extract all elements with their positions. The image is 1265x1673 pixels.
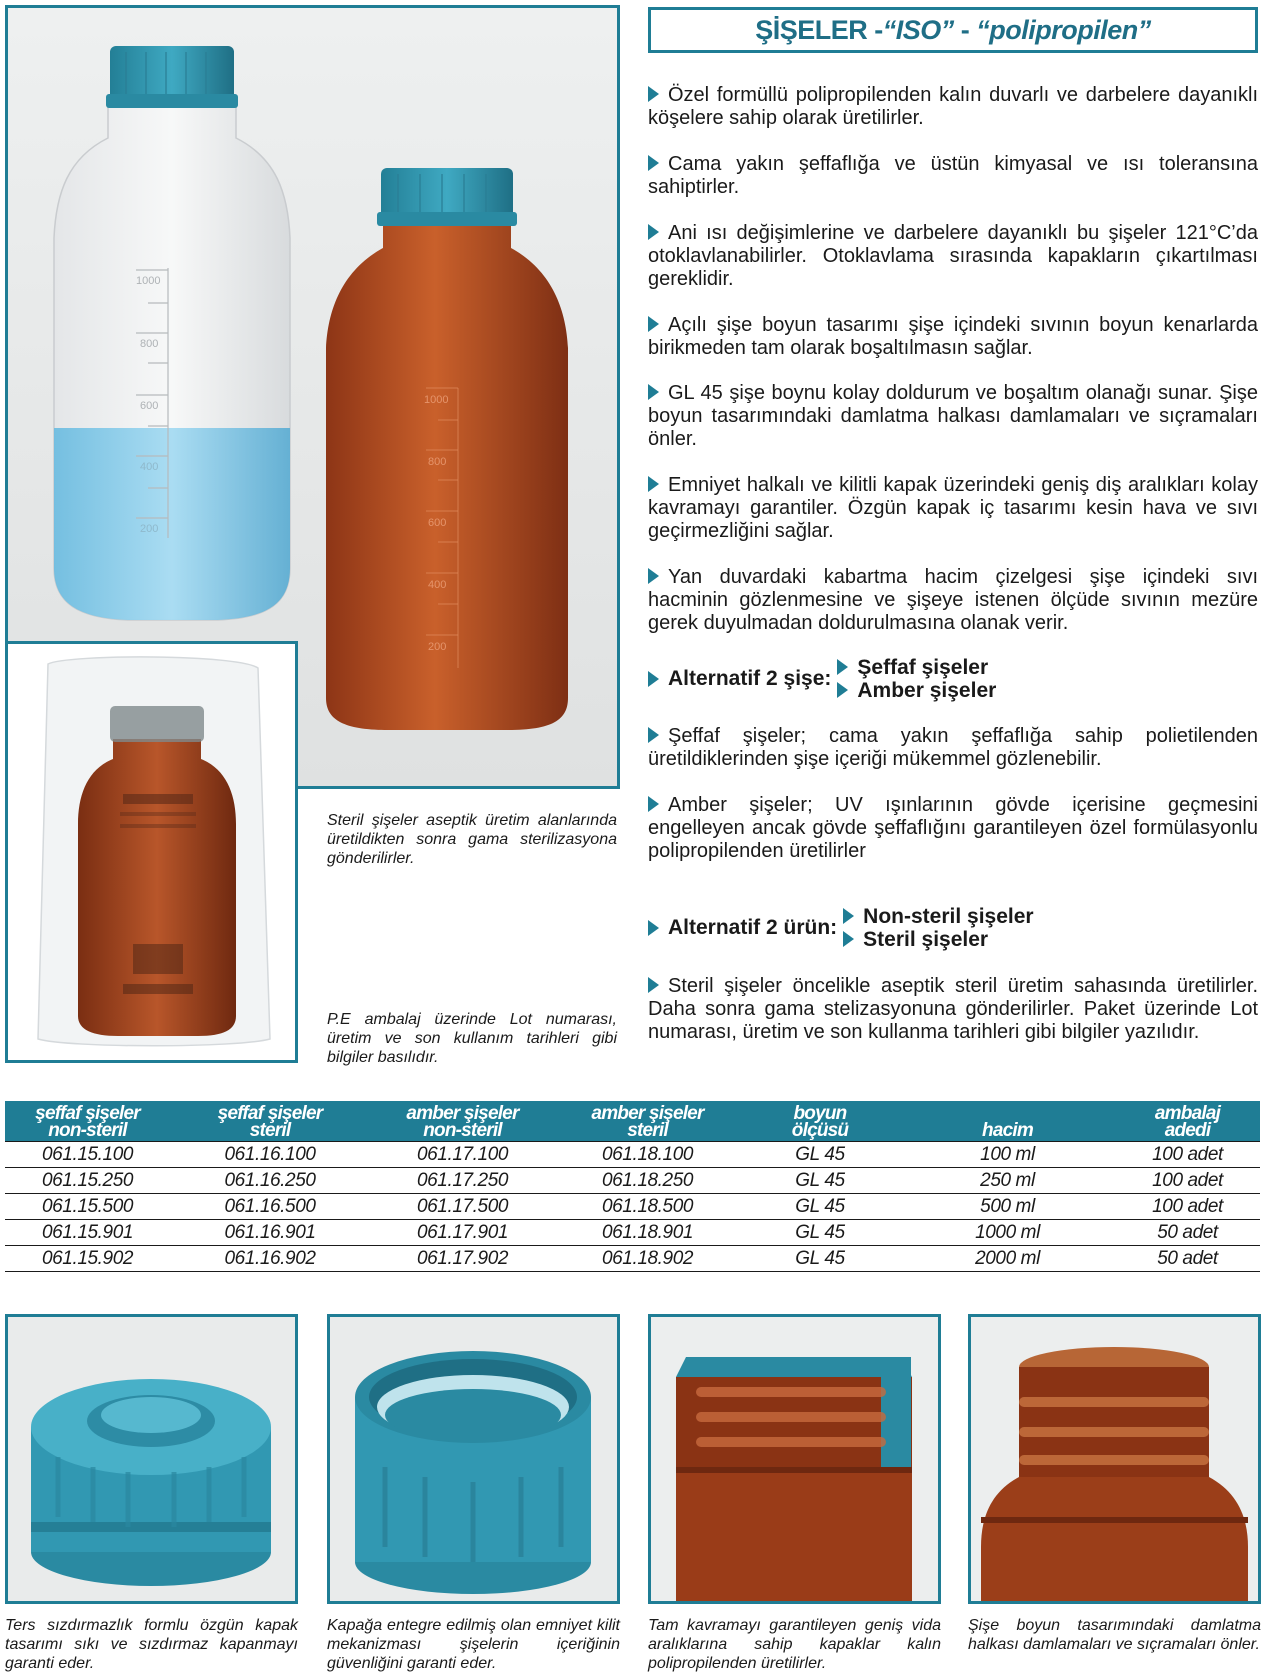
table-cell: 100 adet	[1115, 1194, 1260, 1220]
title-sep: -	[953, 14, 977, 45]
col-header: hacim	[900, 1101, 1115, 1142]
alternative-products-label: Alternatif 2 ürün:	[668, 916, 838, 939]
col-header: şeffaf şişeler steril	[170, 1101, 370, 1142]
table-cell: 061.17.902	[370, 1246, 555, 1272]
cap-lock-illustration	[330, 1317, 617, 1601]
amber-mark-3: 400	[428, 579, 447, 591]
feature-item: Açılı şişe boyun tasarımı şişe içindeki sıvının boyun kenarlarda birikmeden tam olarak boşaltılmasın sağlar.	[648, 314, 1258, 359]
title-iso: “ISO”	[882, 14, 954, 45]
col-header: amber şişeler non-steril	[370, 1101, 555, 1142]
table-cell: 061.17.500	[370, 1194, 555, 1220]
feature-item: Cama yakın şeffaflığa ve üstün kimyasal ve ısı toleransına sahiptirler.	[648, 153, 1258, 198]
table-cell: 100 adet	[1115, 1168, 1260, 1194]
table-cell: 50 adet	[1115, 1220, 1260, 1246]
feature-item: GL 45 şişe boynu kolay doldurum ve boşaltım olanağı sunar. Şişe boyun tasarımındaki damlatma halkası damlamaları ve sıçramaları önler.	[648, 382, 1258, 450]
table-cell: 250 ml	[900, 1168, 1115, 1194]
option-clear: Şeffaf şişeler	[837, 656, 996, 679]
bagged-bottle-illustration	[8, 644, 295, 1060]
bagged-bottle-photo	[5, 641, 298, 1063]
feature-item: Şeffaf şişeler; cama yakın şeffaflığa sahip polietilenden üretildiklerinden şişe içeriği mükemmel gözlenebilir.	[648, 725, 1258, 770]
col-header: amber şişeler steril	[555, 1101, 740, 1142]
table-cell: 061.16.100	[170, 1142, 370, 1168]
table-cell: 061.15.100	[5, 1142, 170, 1168]
neck-illustration	[971, 1317, 1258, 1601]
arrow-right-icon	[837, 659, 848, 675]
alternative-bottles	[648, 656, 996, 702]
table-cell: 50 adet	[1115, 1246, 1260, 1272]
clear-mark-2: 600	[140, 400, 159, 412]
arrow-right-icon	[648, 796, 659, 812]
arrow-right-icon	[843, 931, 854, 947]
feature-item: Steril şişeler öncelikle aseptik steril üretim sahasında üretilirler. Daha sonra gama stelizasyonuna gönderilirler. Paket üzerinde Lot numarası, üretim ve son kullanma tarihleri gibi bilgiler yazılıdır.	[648, 975, 1258, 1043]
alternative-products	[648, 905, 1034, 951]
option-amber: Amber şişeler	[837, 679, 996, 702]
title-prefix: ŞİŞELER -	[755, 14, 883, 45]
cap1-caption: Ters sızdırmazlık formlu özgün kapak tasarımı sıkı ve sızdırmaz kapanmayı garanti eder.	[5, 1617, 298, 1672]
table-cell: 061.16.902	[170, 1246, 370, 1272]
title-material: “polipropilen”	[976, 14, 1151, 45]
table-cell: 061.18.500	[555, 1194, 740, 1220]
table-cell: 100 adet	[1115, 1142, 1260, 1168]
amber-mark-2: 600	[428, 517, 447, 529]
table-cell: 061.17.250	[370, 1168, 555, 1194]
table-cell: 2000 ml	[900, 1246, 1115, 1272]
amber-mark-0: 1000	[424, 394, 449, 406]
arrow-right-icon	[648, 384, 659, 400]
arrow-right-icon	[648, 727, 659, 743]
arrow-right-icon	[648, 86, 659, 102]
arrow-right-icon	[648, 671, 659, 687]
table-row	[5, 1194, 1260, 1220]
amber-mark-4: 200	[428, 641, 447, 653]
table-row	[5, 1246, 1260, 1272]
table-row	[5, 1220, 1260, 1246]
feature-item: Amber şişeler; UV ışınlarının gövde içerisine geçmesini engelleyen ancak gövde şeffaflığını garantileyen özel formülasyonlu polipropilenden üretilirler	[648, 794, 1258, 862]
arrow-right-icon	[648, 977, 659, 993]
alternative-bottles-label: Alternatif 2 şişe:	[668, 667, 832, 690]
option-non-sterile: Non-steril şişeler	[843, 905, 1033, 928]
arrow-right-icon	[843, 908, 854, 924]
table-cell: 061.15.902	[5, 1246, 170, 1272]
product-table	[5, 1101, 1260, 1272]
arrow-right-icon	[837, 682, 848, 698]
table-cell: GL 45	[740, 1142, 900, 1168]
arrow-right-icon	[648, 224, 659, 240]
clear-mark-0: 1000	[136, 275, 161, 287]
col-header: şeffaf şişeler non-steril	[5, 1101, 170, 1142]
table-cell: 061.18.250	[555, 1168, 740, 1194]
table-cell: 061.16.500	[170, 1194, 370, 1220]
feature-item: Ani ısı değişimlerine ve darbelere dayanıklı bu şişeler 121°C’da otoklavlanabilirler. Otoklavlama sırasında kapakların çıkartılması gereklidir.	[648, 222, 1258, 290]
pe-packaging-caption: P.E ambalaj üzerinde Lot numarası, üretim ve son kullanım tarihleri gibi bilgiler basılıdır.	[327, 1011, 617, 1066]
table-cell: 061.16.250	[170, 1168, 370, 1194]
table-cell: 061.18.902	[555, 1246, 740, 1272]
table-cell: 061.15.250	[5, 1168, 170, 1194]
thread-photo	[648, 1314, 941, 1604]
table-cell: GL 45	[740, 1194, 900, 1220]
table-cell: 061.15.901	[5, 1220, 170, 1246]
table-cell: 061.18.901	[555, 1220, 740, 1246]
col-header: boyun ölçüsü	[740, 1101, 900, 1142]
cap-seal-illustration	[8, 1317, 295, 1601]
table-cell: 061.17.901	[370, 1220, 555, 1246]
table-cell: GL 45	[740, 1220, 900, 1246]
arrow-right-icon	[648, 476, 659, 492]
amber-mark-1: 800	[428, 456, 447, 468]
cap3-caption: Tam kavramayı garantileyen geniş vida aralıklarına sahip kapaklar kalın polipropilenden üretilirler.	[648, 1617, 941, 1672]
col-header: ambalaj adedi	[1115, 1101, 1260, 1142]
table-row	[5, 1168, 1260, 1194]
table-row	[5, 1142, 1260, 1168]
thread-illustration	[651, 1317, 938, 1601]
page-title	[648, 7, 1258, 53]
clear-mark-4: 200	[140, 523, 159, 535]
feature-item: Özel formüllü polipropilenden kalın duvarlı ve darbelere dayanıklı köşelere sahip olarak üretilirler.	[648, 84, 1258, 129]
clear-mark-1: 800	[140, 338, 159, 350]
option-sterile: Steril şişeler	[843, 928, 1033, 951]
table-cell: 061.18.100	[555, 1142, 740, 1168]
arrow-right-icon	[648, 568, 659, 584]
table-cell: 061.17.100	[370, 1142, 555, 1168]
table-cell: GL 45	[740, 1168, 900, 1194]
table-cell: 061.16.901	[170, 1220, 370, 1246]
clear-mark-3: 400	[140, 461, 159, 473]
table-cell: 061.15.500	[5, 1194, 170, 1220]
sterile-caption: Steril şişeler aseptik üretim alanlarında üretildikten sonra gama sterilizasyona gönderilirler.	[327, 812, 617, 867]
table-cell: 100 ml	[900, 1142, 1115, 1168]
cap4-caption: Şişe boyun tasarımındaki damlatma halkası damlamaları ve sıçramaları önler.	[968, 1617, 1261, 1653]
feature-item: Yan duvardaki kabartma hacim çizelgesi şişe içindeki sıvı hacminin gözlenmesine ve şişeye istenen ölçüde sıvının mezüre gerek duyulmadan doldurulmasına olanak verir.	[648, 566, 1258, 634]
table-header-row	[5, 1101, 1260, 1142]
arrow-right-icon	[648, 155, 659, 171]
arrow-right-icon	[648, 316, 659, 332]
table-cell: 1000 ml	[900, 1220, 1115, 1246]
feature-item: Emniyet halkalı ve kilitli kapak üzerindeki geniş diş aralıkları kolay kavramayı garantiler. Özgün kapak iç tasarımı kesin hava ve sıvı geçirmezliğini sağlar.	[648, 474, 1258, 542]
neck-photo	[968, 1314, 1261, 1604]
cap2-caption: Kapağa entegre edilmiş olan emniyet kilit mekanizması şişelerin içeriğinin güvenliğini garanti eder.	[327, 1617, 620, 1672]
table-cell: GL 45	[740, 1246, 900, 1272]
arrow-right-icon	[648, 920, 659, 936]
cap-photo-2	[327, 1314, 620, 1604]
table-cell: 500 ml	[900, 1194, 1115, 1220]
cap-photo-1	[5, 1314, 298, 1604]
